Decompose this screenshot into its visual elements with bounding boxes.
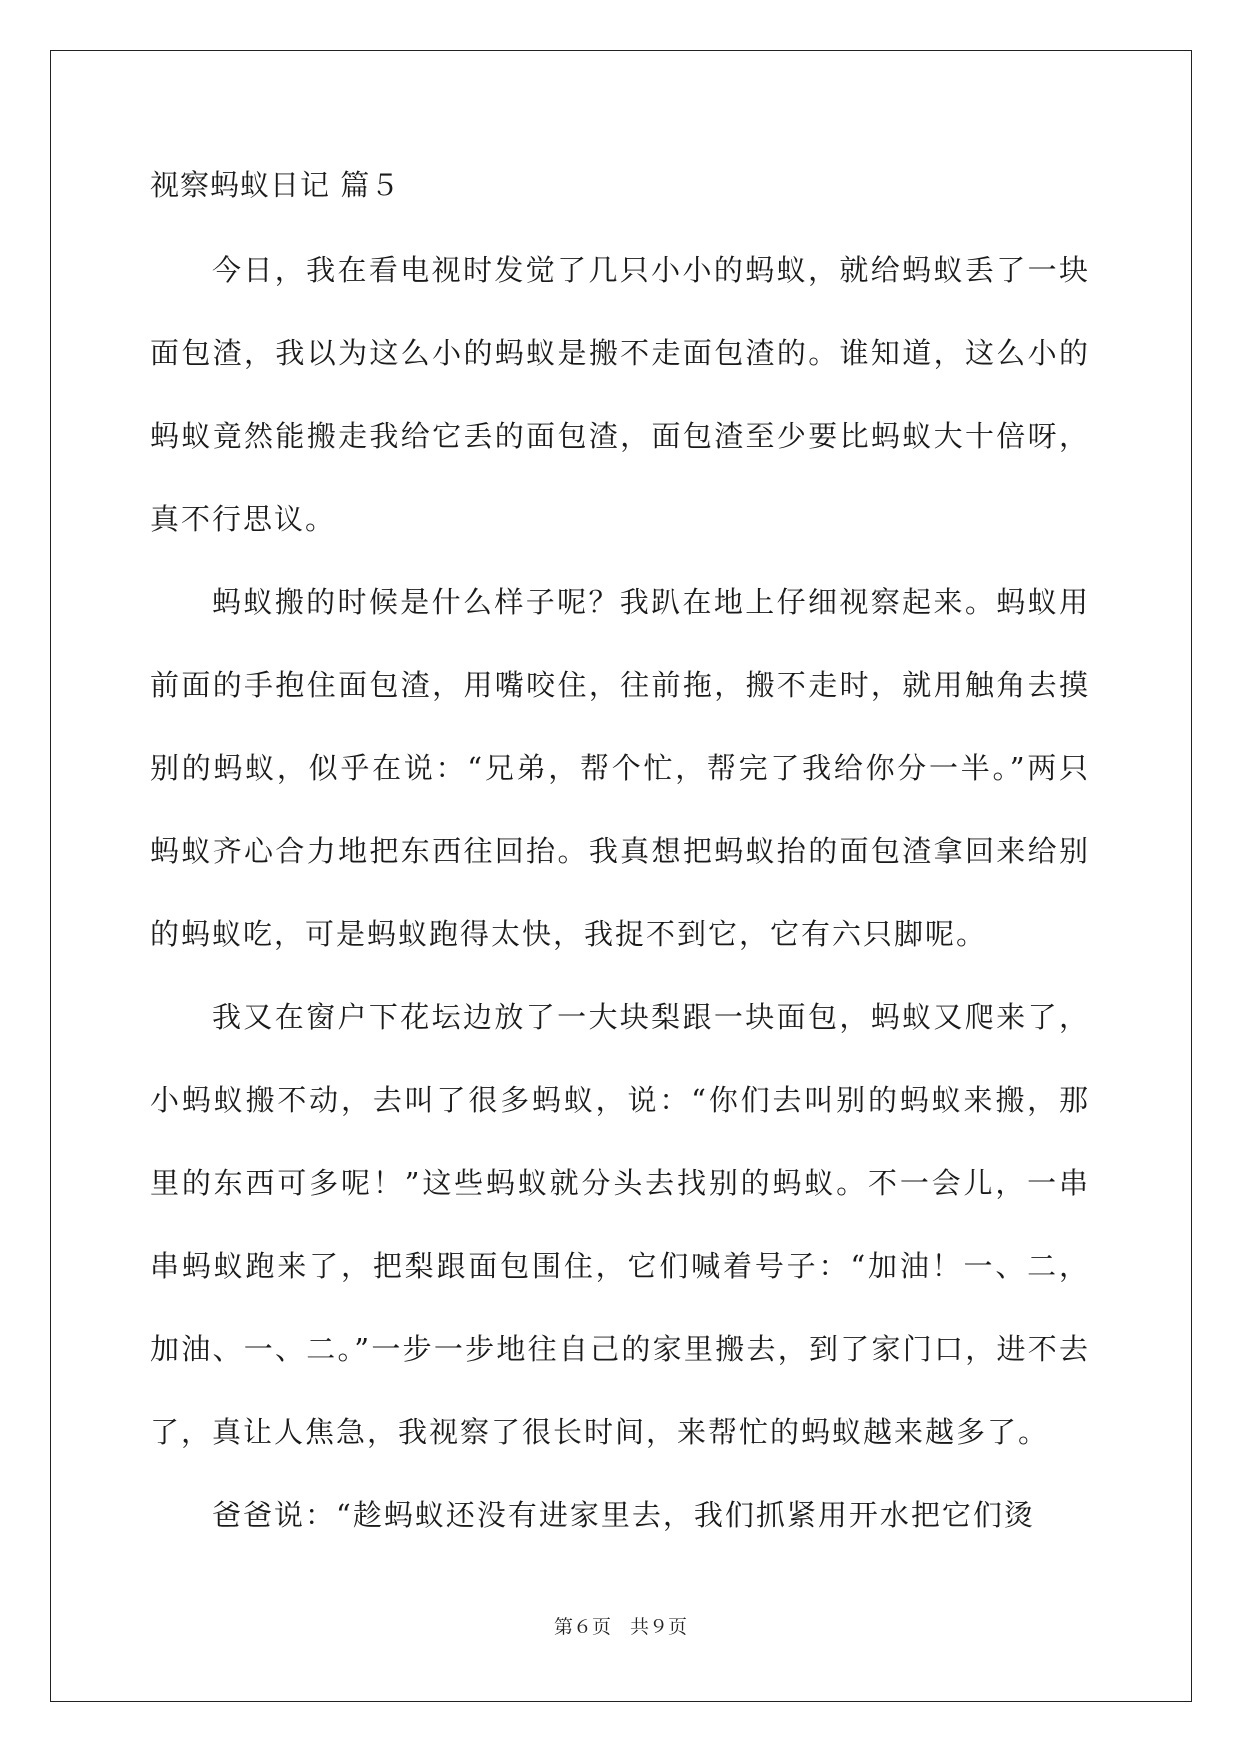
paragraph-4: 爸爸说：“趁蚂蚁还没有进家里去，我们抓紧用开水把它们烫 [212, 1498, 1035, 1532]
paragraph-1: 今日，我在看电视时发觉了几只小小的蚂蚁，就给蚂蚁丢了一块面包渣，我以为这么小的蚂蚁是搬不走面包渣的。谁知道，这么小的蚂蚁竟然能搬走我给它丢的面包渣，面包渣至少要比蚂蚁大十倍呀，真不行思议。 [150, 253, 1090, 536]
page-footer [0, 1612, 1241, 1639]
paragraph-2: 蚂蚁搬的时候是什么样子呢？我趴在地上仔细视察起来。蚂蚁用前面的手抱住面包渣，用嘴咬住，往前拖，搬不走时，就用触角去摸别的蚂蚁，似乎在说：“兄弟，帮个忙，帮完了我给你分一半。”两只蚂蚁齐心合力地把东西往回抬。我真想把蚂蚁抬的面包渣拿回来给别的蚂蚁吃，可是蚂蚁跑得太快，我捉不到它，它有六只脚呢。 [150, 585, 1090, 951]
page-number-label: 第６页 共９页 [553, 1616, 687, 1638]
paragraph-3: 我又在窗户下花坛边放了一大块梨跟一块面包，蚂蚁又爬来了，小蚂蚁搬不动，去叫了很多蚂蚁，说：“你们去叫别的蚂蚁来搬，那里的东西可多呢！”这些蚂蚁就分头去找别的蚂蚁。不一会儿，一串串蚂蚁跑来了，把梨跟面包围住，它们喊着号子：“加油！一、二，加油、一、二。”一步一步地往自己的家里搬去，到了家门口，进不去了，真让人焦急，我视察了很长时间，来帮忙的蚂蚁越来越多了。 [150, 1000, 1090, 1449]
title-spacer [150, 215, 1090, 229]
document-title: 视察蚂蚁日记 篇５ [150, 168, 401, 202]
document-body [150, 155, 1090, 1557]
